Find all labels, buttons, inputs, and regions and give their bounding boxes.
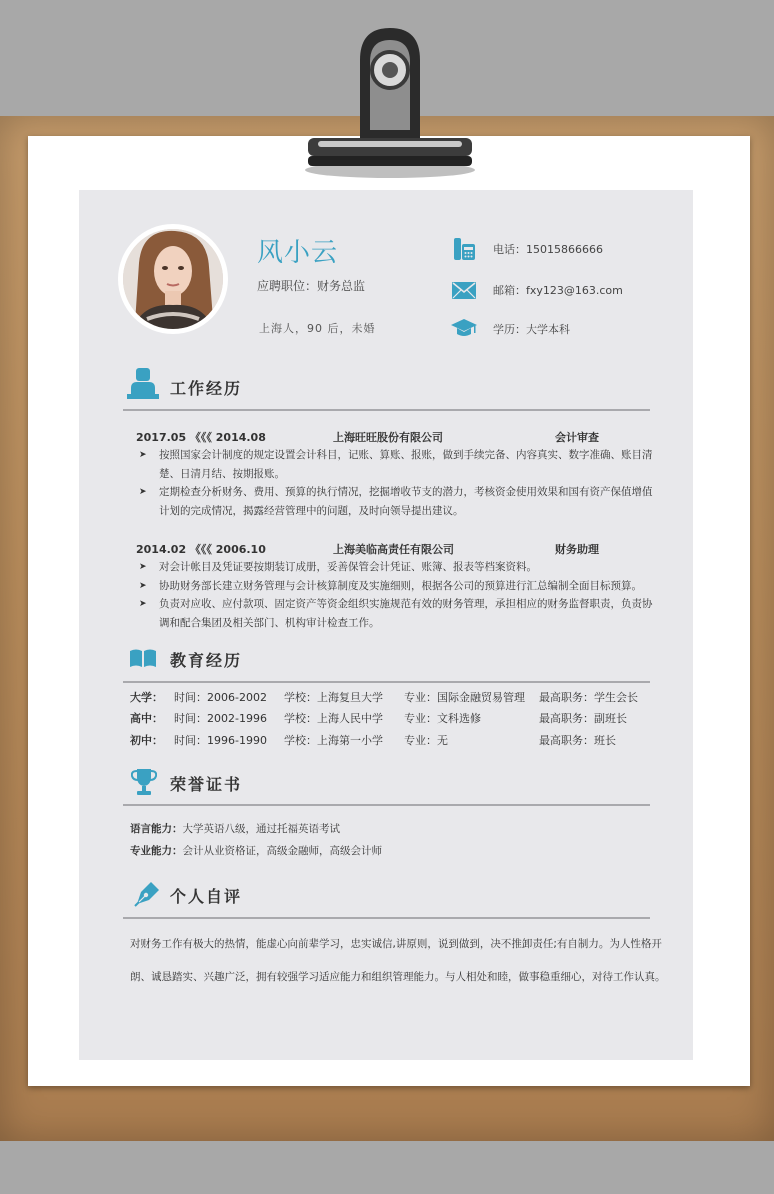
education-divider (123, 681, 650, 683)
list-item: ➤ 对会计帐目及凭证要按期装订成册，妥善保管会计凭证、账簿、报表等档案资料。 (139, 561, 537, 573)
self-section-title: 个人自评 (170, 887, 243, 906)
honors-section-title: 荣誉证书 (170, 775, 243, 794)
pen-nib-icon (133, 878, 163, 908)
book-icon (129, 648, 157, 668)
list-item: ➤ 定期检查分析财务、费用、预算的执行情况，挖掘增收节支的潜力，考核资金使用效果和国有资产保值增值计划的完成情况，揭露经营管理中的问题，及时向领导提出建议。 (139, 486, 653, 517)
table-row: 大学： 时间：2006-2002 学校：上海复旦大学 专业：国际金融贸易管理 最高职务：学生会长 (130, 691, 638, 704)
avatar (117, 223, 229, 335)
job-1-period: 2017.05 《《《 2014.08 (136, 431, 266, 444)
paper-clip-icon (290, 20, 490, 180)
education-section-title: 教育经历 (170, 651, 243, 670)
basic-info: 上海人，90 后，未婚 (259, 322, 376, 335)
job-1-duties (137, 446, 659, 520)
trophy-icon (131, 767, 157, 797)
job-2-role: 财务助理 (555, 543, 599, 556)
list-item: ➤ 负责对应收、应付款项、固定资产等资金组织实施规范有效的财务管理，承担相应的财务监督职责，负责协调和配合集团及相关部门、机构审计检查工作。 (139, 598, 653, 629)
self-evaluation-text: 对财务工作有极大的热情，能虚心向前辈学习，忠实诚信,讲原则，说到做到，决不推卸责任;有自制力。为人性格开朗、诚恳踏实、兴趣广泛，拥有较强学习适应能力和组织管理能力。与人相处和睦，做事稳重细心，对待工作认真。 (130, 938, 666, 983)
work-divider (123, 409, 650, 411)
worker-icon (127, 366, 159, 400)
honor-professional: 专业能力：会计从业资格证，高级金融师，高级会计师 (130, 845, 382, 857)
education-text: 学历：大学本科 (493, 323, 570, 336)
work-section-title: 工作经历 (170, 379, 243, 398)
self-divider (123, 917, 650, 919)
job-2-duties (137, 558, 659, 632)
resume-sheet (79, 190, 693, 1060)
honors-divider (123, 804, 650, 806)
job-1-role: 会计审查 (555, 431, 599, 444)
list-item: ➤ 按照国家会计制度的规定设置会计科目，记账、算账、报账，做到手续完备、内容真实、数字准确、账目清楚、日清月结、按期报账。 (139, 449, 653, 480)
table-row: 高中： 时间：2002-1996 学校：上海人民中学 专业：文科选修 最高职务：副班长 (130, 712, 627, 725)
graduation-cap-icon (451, 315, 477, 341)
email-text: 邮箱：fxy123@163.com (493, 284, 623, 297)
mail-icon (451, 277, 477, 303)
list-item: ➤ 协助财务部长建立财务管理与会计核算制度及实施细则，根据各公司的预算进行汇总编制全面目标预算。 (139, 579, 642, 592)
job-2-period: 2014.02 《《《 2006.10 (136, 543, 266, 556)
job-2-company: 上海美临高责任有限公司 (333, 543, 454, 556)
applied-position: 应聘职位：财务总监 (257, 279, 366, 293)
job-1-company: 上海旺旺股份有限公司 (333, 431, 443, 444)
table-row: 初中： 时间：1996-1990 学校：上海第一小学 专业：无 最高职务：班长 (130, 734, 616, 747)
candidate-name: 风小云 (257, 238, 339, 268)
phone-text: 电话：15015866666 (493, 243, 603, 256)
phone-icon (451, 236, 477, 262)
honor-language: 语言能力：大学英语八级，通过托福英语考试 (130, 823, 340, 835)
